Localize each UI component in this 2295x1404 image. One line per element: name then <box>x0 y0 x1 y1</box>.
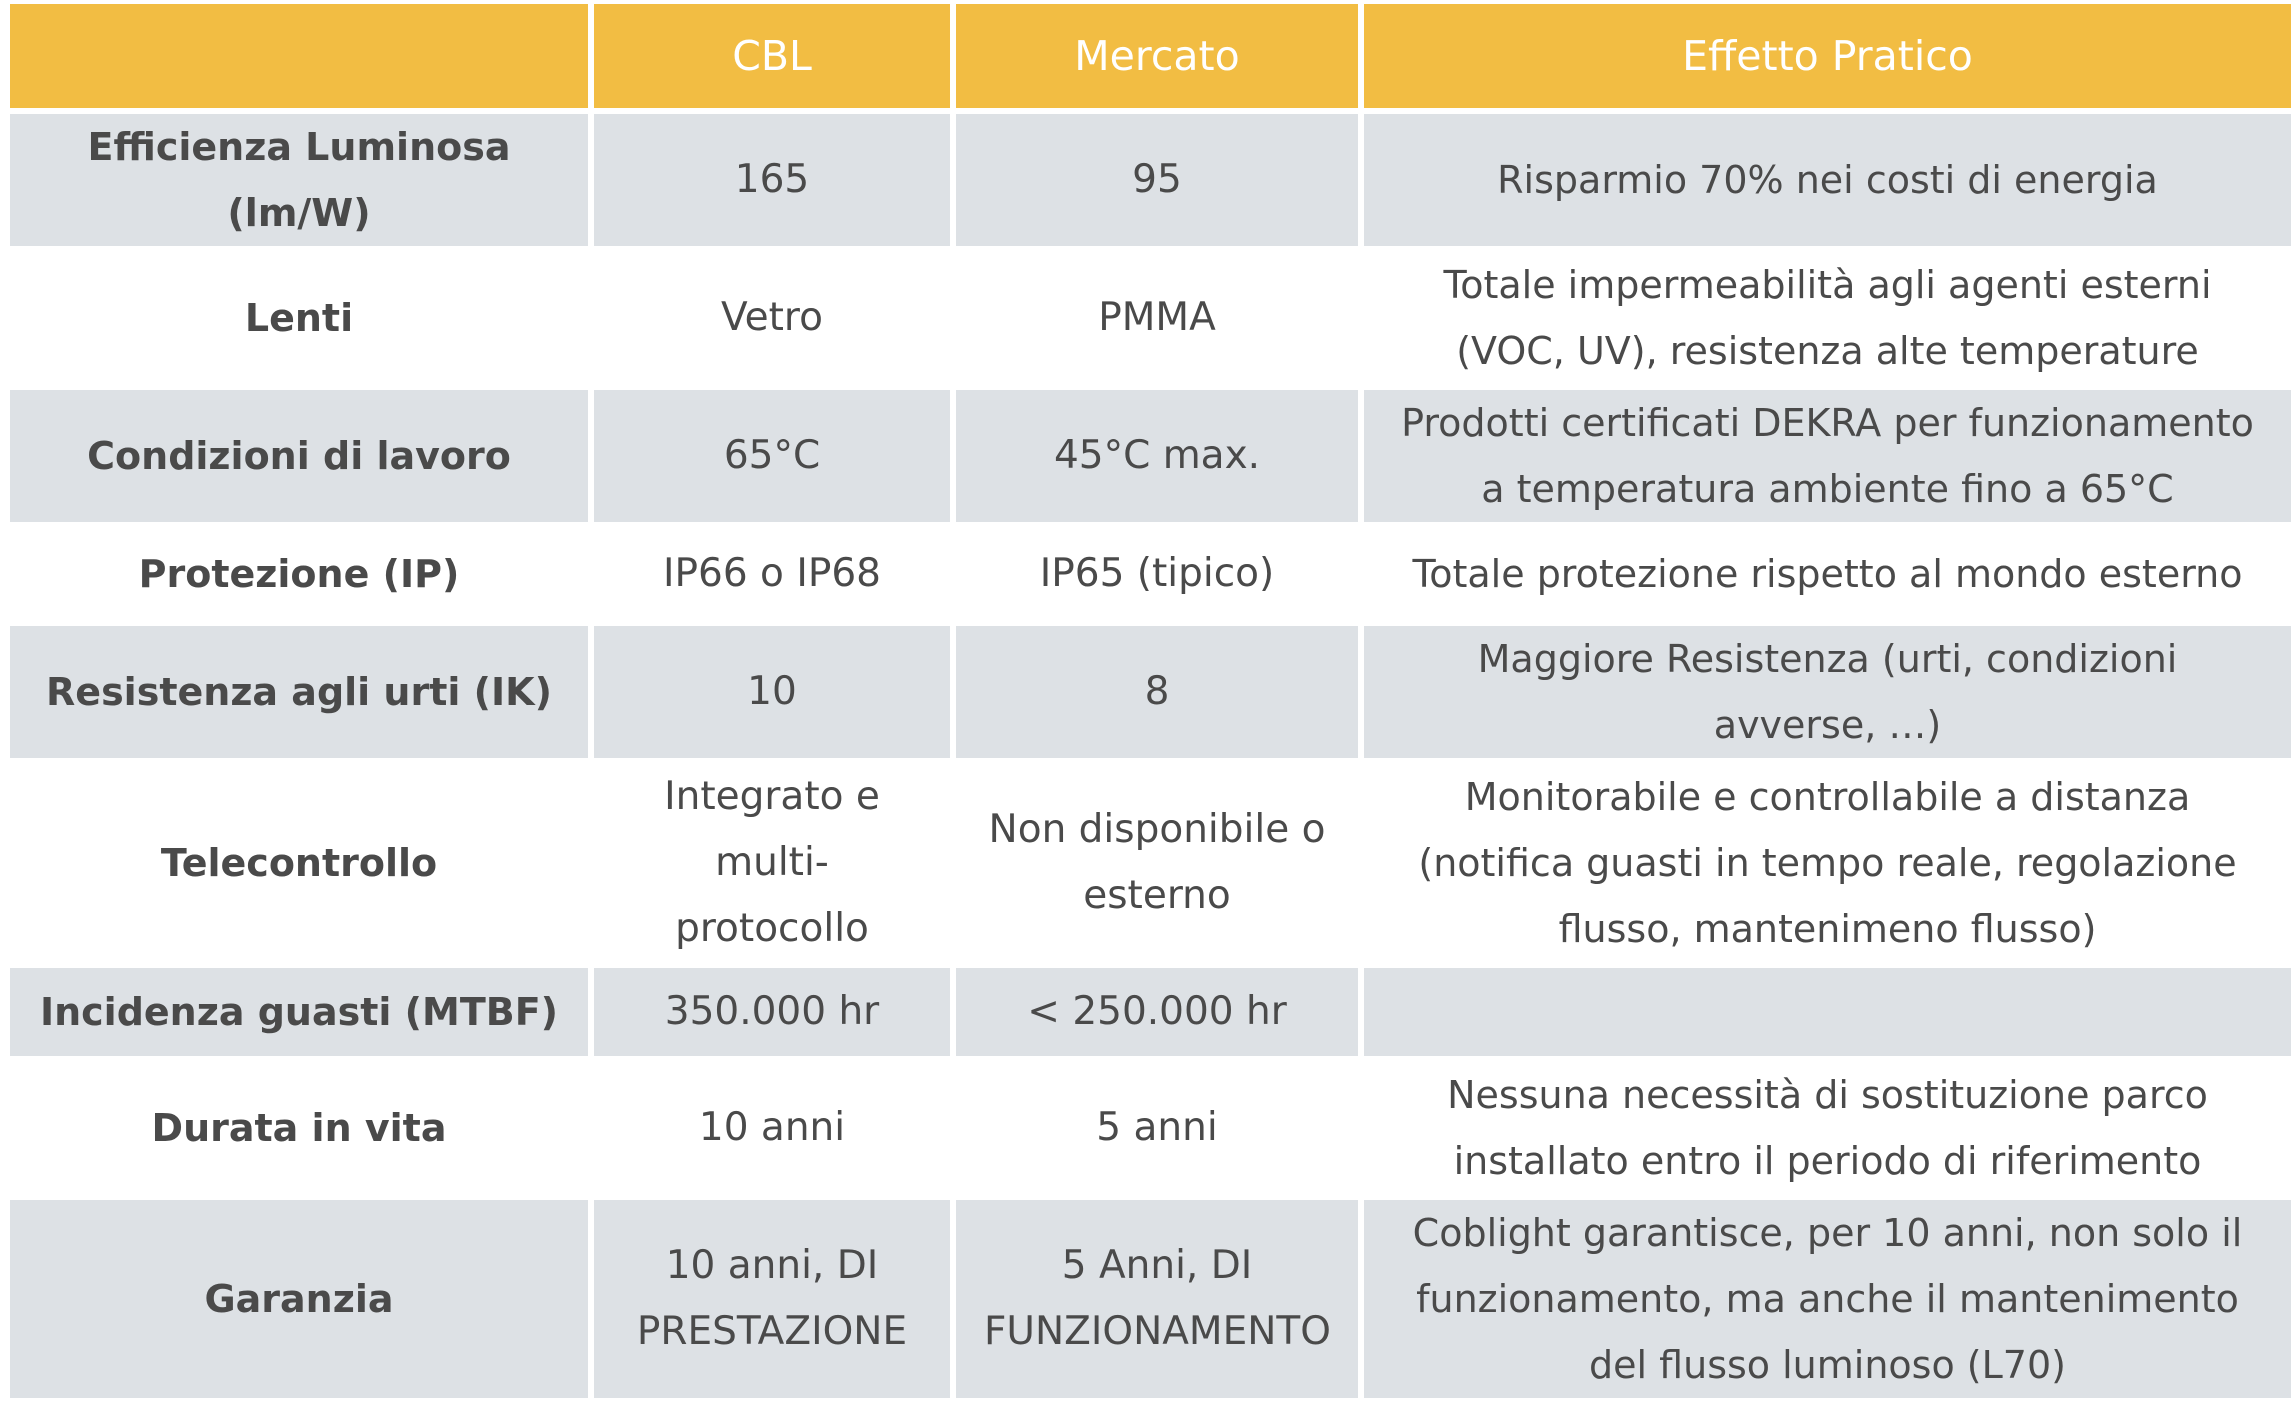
cbl-value: 65°C <box>591 387 953 525</box>
table-row <box>7 525 2294 623</box>
table-row <box>7 387 2294 525</box>
market-value: IP65 (tipico) <box>953 525 1361 623</box>
cbl-value: Integrato e multi-protocollo <box>591 761 953 965</box>
comparison-table <box>4 4 2295 1404</box>
row-label: Lenti <box>7 249 591 387</box>
cbl-value: Vetro <box>591 249 953 387</box>
table-row <box>7 623 2294 761</box>
row-label: Resistenza agli urti (IK) <box>7 623 591 761</box>
market-value: PMMA <box>953 249 1361 387</box>
cbl-value: 10 <box>591 623 953 761</box>
header-market: Mercato <box>953 4 1361 111</box>
effect-value: Maggiore Resistenza (urti, condizioni avverse, …) <box>1361 623 2294 761</box>
effect-value: Monitorabile e controllabile a distanza (notifica guasti in tempo reale, regolazione flusso, mantenimeno flusso) <box>1361 761 2294 965</box>
cbl-value: 10 anni <box>591 1059 953 1197</box>
cbl-value: 10 anni, DI PRESTAZIONE <box>591 1197 953 1401</box>
effect-value: Prodotti certificati DEKRA per funzionamento a temperatura ambiente fino a 65°C <box>1361 387 2294 525</box>
header-cbl: CBL <box>591 4 953 111</box>
market-value: 8 <box>953 623 1361 761</box>
header-row <box>7 4 2294 111</box>
header-corner-cell <box>7 4 591 111</box>
row-label: Protezione (IP) <box>7 525 591 623</box>
market-value: 45°C max. <box>953 387 1361 525</box>
effect-value: Risparmio 70% nei costi di energia <box>1361 111 2294 249</box>
effect-value: Nessuna necessità di sostituzione parco installato entro il periodo di riferimento <box>1361 1059 2294 1197</box>
row-label: Condizioni di lavoro <box>7 387 591 525</box>
row-label: Telecontrollo <box>7 761 591 965</box>
row-label: Garanzia <box>7 1197 591 1401</box>
table-row <box>7 111 2294 249</box>
table-row <box>7 965 2294 1059</box>
cbl-value: 350.000 hr <box>591 965 953 1059</box>
header-effect: Effetto Pratico <box>1361 4 2294 111</box>
row-label: Incidenza guasti (MTBF) <box>7 965 591 1059</box>
table-row <box>7 1197 2294 1401</box>
market-value: Non disponibile o esterno <box>953 761 1361 965</box>
market-value: < 250.000 hr <box>953 965 1361 1059</box>
effect-value: Totale protezione rispetto al mondo esterno <box>1361 525 2294 623</box>
effect-value: Coblight garantisce, per 10 anni, non solo il funzionamento, ma anche il mantenimento del flusso luminoso (L70) <box>1361 1197 2294 1401</box>
effect-value <box>1361 965 2294 1059</box>
row-label: Efficienza Luminosa (lm/W) <box>7 111 591 249</box>
row-label: Durata in vita <box>7 1059 591 1197</box>
cbl-value: IP66 o IP68 <box>591 525 953 623</box>
table-row <box>7 1059 2294 1197</box>
market-value: 95 <box>953 111 1361 249</box>
table-row <box>7 761 2294 965</box>
cbl-value: 165 <box>591 111 953 249</box>
market-value: 5 anni <box>953 1059 1361 1197</box>
table-row <box>7 249 2294 387</box>
market-value: 5 Anni, DI FUNZIONAMENTO <box>953 1197 1361 1401</box>
effect-value: Totale impermeabilità agli agenti esterni (VOC, UV), resistenza alte temperature <box>1361 249 2294 387</box>
